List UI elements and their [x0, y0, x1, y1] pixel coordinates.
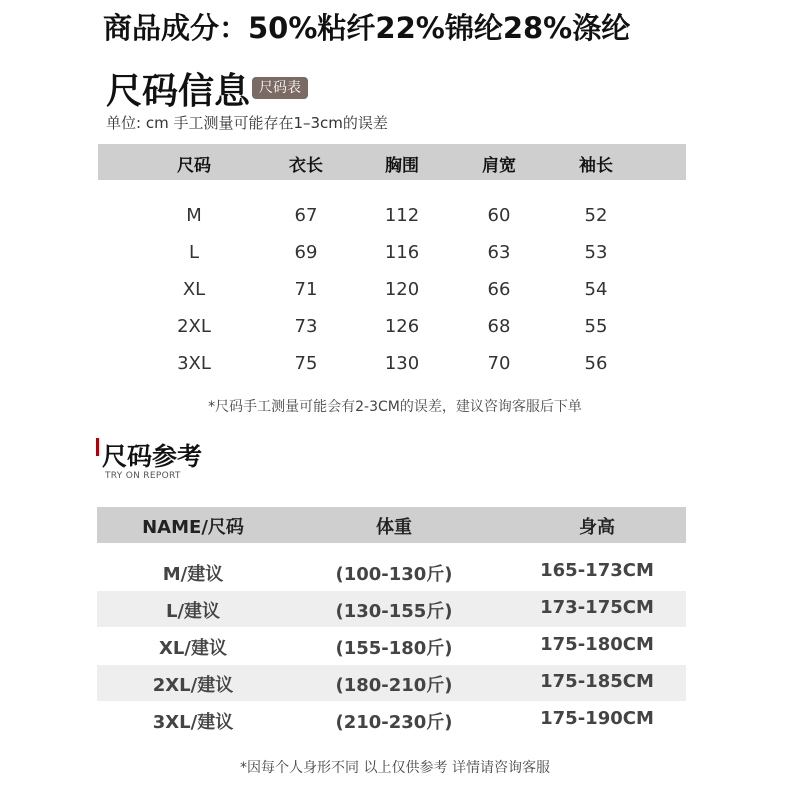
cell-shoulder: 68	[487, 316, 511, 337]
reference-table-row	[97, 554, 686, 590]
cell-chest: 126	[384, 316, 420, 337]
size-table-row	[98, 198, 686, 235]
size-table-row	[98, 272, 686, 309]
reference-table-header	[97, 507, 686, 543]
cell-weight: (155-180斤)	[335, 638, 453, 659]
cell-shoulder: 66	[487, 279, 511, 300]
reference-title: 尺码参考	[102, 442, 203, 471]
cell-weight: (210-230斤)	[335, 712, 453, 733]
reference-table-row	[97, 628, 686, 664]
size-table-row	[98, 235, 686, 272]
cell-length: 75	[294, 353, 318, 374]
cell-height: 173-175CM	[540, 597, 654, 618]
cell-chest: 130	[384, 353, 420, 374]
size-table-note: *尺码手工测量可能会有2-3CM的误差，建议咨询客服后下单	[208, 399, 582, 415]
size-chart-badge: 尺码表	[252, 77, 308, 99]
cell-name: L/建议	[165, 601, 221, 622]
cell-name: 3XL/建议	[152, 712, 234, 733]
cell-sleeve: 54	[584, 279, 608, 300]
header-size: 尺码	[177, 156, 211, 176]
reference-subtitle: TRY ON REPORT	[105, 471, 181, 481]
cell-size: 2XL	[177, 316, 211, 337]
cell-chest: 120	[384, 279, 420, 300]
header-chest: 胸围	[385, 156, 419, 176]
cell-name: 2XL/建议	[152, 675, 234, 696]
cell-shoulder: 60	[487, 205, 511, 226]
cell-shoulder: 63	[487, 242, 511, 263]
header-height: 身高	[579, 517, 615, 538]
header-length: 衣长	[289, 156, 323, 176]
cell-length: 67	[294, 205, 318, 226]
cell-height: 175-190CM	[540, 708, 654, 729]
cell-size: XL	[182, 279, 206, 300]
reference-note: *因每个人身形不同 以上仅供参考 详情请咨询客服	[240, 760, 550, 776]
header-name: NAME/尺码	[142, 517, 244, 538]
cell-chest: 116	[384, 242, 420, 263]
cell-sleeve: 52	[584, 205, 608, 226]
cell-length: 69	[294, 242, 318, 263]
cell-length: 71	[294, 279, 318, 300]
header-sleeve: 袖长	[579, 156, 613, 176]
reference-table-row	[97, 702, 686, 738]
size-table-row	[98, 346, 686, 383]
cell-size: 3XL	[177, 353, 211, 374]
unit-note: 单位: cm 手工测量可能存在1–3cm的误差	[106, 114, 388, 132]
cell-weight: (130-155斤)	[335, 601, 453, 622]
size-table-row	[98, 309, 686, 346]
cell-length: 73	[294, 316, 318, 337]
cell-weight: (100-130斤)	[335, 564, 453, 585]
composition-text: 商品成分：50%粘纤22%锦纶28%涤纶	[103, 11, 631, 45]
cell-weight: (180-210斤)	[335, 675, 453, 696]
cell-size: M	[186, 205, 202, 226]
cell-height: 165-173CM	[540, 560, 654, 581]
cell-chest: 112	[384, 205, 420, 226]
cell-name: XL/建议	[159, 638, 227, 659]
cell-shoulder: 70	[487, 353, 511, 374]
cell-sleeve: 55	[584, 316, 608, 337]
size-table-header	[98, 144, 686, 180]
reference-table-row	[97, 591, 686, 627]
header-shoulder: 肩宽	[482, 156, 516, 176]
cell-sleeve: 53	[584, 242, 608, 263]
reference-table-row	[97, 665, 686, 701]
section-accent-bar	[96, 438, 99, 456]
header-weight: 体重	[376, 517, 412, 538]
cell-height: 175-180CM	[540, 634, 654, 655]
size-info-title: 尺码信息	[106, 71, 251, 112]
cell-size: L	[188, 242, 200, 263]
cell-height: 175-185CM	[540, 671, 654, 692]
cell-name: M/建议	[162, 564, 224, 585]
cell-sleeve: 56	[584, 353, 608, 374]
